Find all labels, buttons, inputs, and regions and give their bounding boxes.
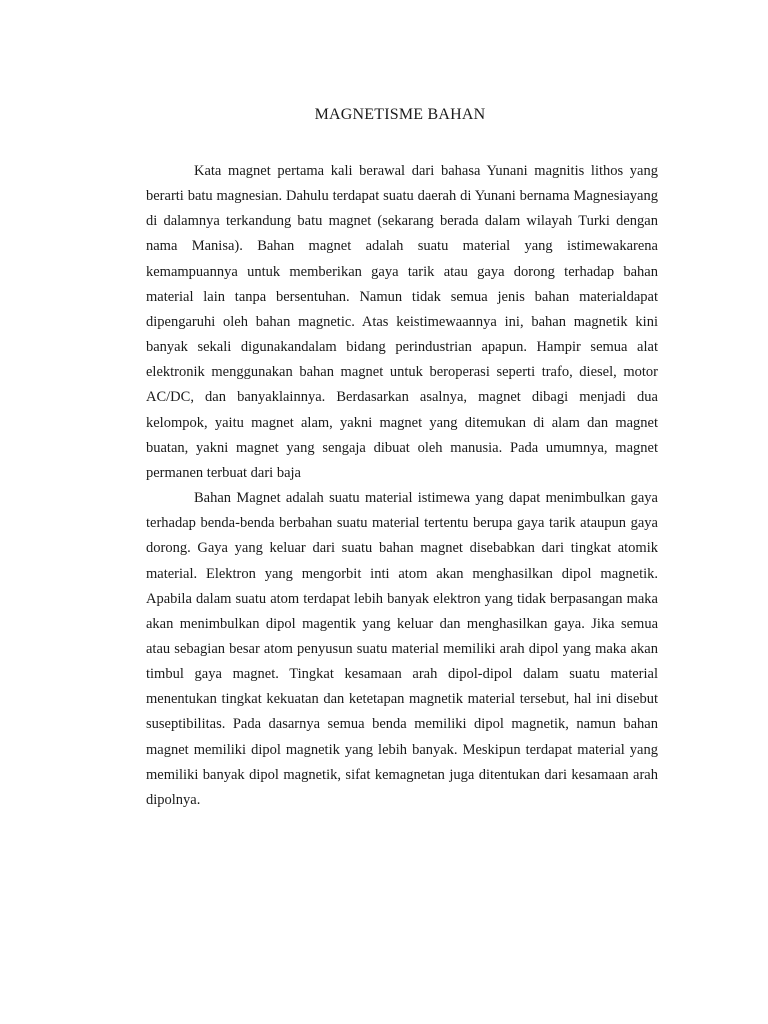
document-body: [146, 159, 658, 813]
paragraph-2: Bahan Magnet adalah suatu material istimewa yang dapat menimbulkan gaya terhadap benda-benda berbahan suatu material tertentu berupa gaya tarik ataupun gaya dorong. Gaya yang keluar dari suatu bahan magnet disebabkan dari tingkat atomik material. Elektron yang mengorbit inti atom akan menghasilkan dipol magnetik. Apabila dalam suatu atom terdapat lebih banyak elektron yang tidak berpasangan maka akan menimbulkan dipol magentik yang keluar dan menghasilkan gaya. Jika semua atau sebagian besar atom penyusun suatu material memiliki arah dipol yang maka akan timbul gaya magnet. Tingkat kesamaan arah dipol-dipol dalam suatu material menentukan tingkat kekuatan dan ketetapan magnetik material tersebut, hal ini disebut suseptibilitas. Pada dasarnya semua benda memiliki dipol magnetik, namun bahan magnet memiliki dipol magnetik yang lebih banyak. Meskipun terdapat material yang memiliki banyak dipol magnetik, sifat kemagnetan juga ditentukan dari kesamaan arah dipolnya.: [146, 490, 658, 808]
page-title: MAGNETISME BAHAN: [314, 106, 486, 123]
paragraph-1: Kata magnet pertama kali berawal dari bahasa Yunani magnitis lithos yang berarti batu magnesian. Dahulu terdapat suatu daerah di Yunani bernama Magnesiayang di dalamnya terkandung batu magnet (sekarang berada dalam wilayah Turki dengan nama Manisa). Bahan magnet adalah suatu material yang istimewakarena kemampuannya untuk memberikan gaya tarik atau gaya dorong terhadap bahan material lain tanpa bersentuhan. Namun tidak semua jenis bahan materialdapat dipengaruhi oleh bahan magnetic. Atas keistimewaannya ini, bahan magnetik kini banyak sekali digunakandalam bidang perindustrian apapun. Hampir semua alat elektronik menggunakan bahan magnet untuk beroperasi seperti trafo, diesel, motor AC/DC, dan banyaklainnya. Berdasarkan asalnya, magnet dibagi menjadi dua kelompok, yaitu magnet alam, yakni magnet yang ditemukan di alam dan magnet buatan, yakni magnet yang sengaja dibuat oleh manusia. Pada umumnya, magnet permanen terbuat dari baja: [146, 163, 658, 481]
